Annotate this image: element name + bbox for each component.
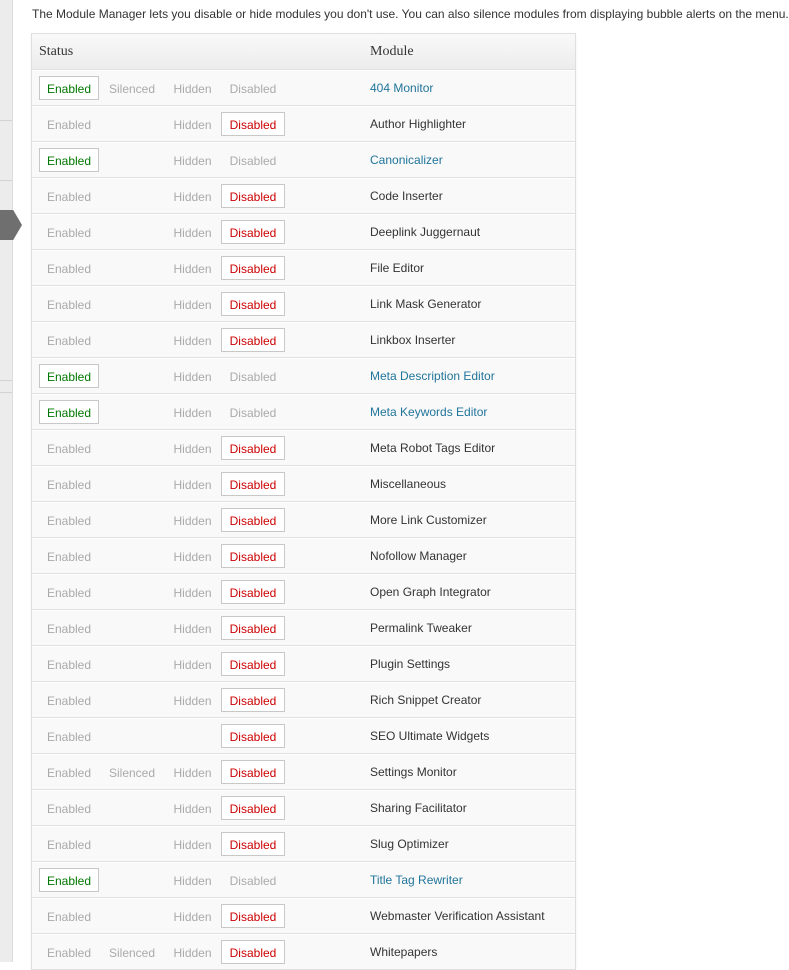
table-body (32, 70, 575, 969)
hidden-option[interactable]: Hidden (173, 370, 212, 384)
hidden-option[interactable]: Hidden (173, 514, 212, 528)
sidebar-divider (0, 120, 12, 121)
module-name: SEO Ultimate Widgets (370, 729, 490, 743)
hidden-option[interactable]: Hidden (173, 946, 212, 960)
disabled-option[interactable]: Disabled (229, 874, 277, 888)
table-row (32, 358, 575, 394)
module-column-header: Module (370, 44, 414, 59)
module-name: Settings Monitor (370, 765, 457, 779)
disabled-option[interactable]: Disabled (221, 112, 285, 136)
module-name: Deeplink Juggernaut (370, 225, 481, 239)
disabled-option[interactable]: Disabled (229, 154, 277, 168)
sidebar-divider (0, 180, 12, 181)
table-row (32, 754, 575, 790)
enabled-option[interactable]: Enabled (46, 622, 92, 636)
disabled-option[interactable]: Disabled (221, 472, 285, 496)
module-link[interactable]: 404 Monitor (370, 81, 434, 95)
table-row (32, 106, 575, 142)
hidden-option[interactable]: Hidden (173, 802, 212, 816)
hidden-option[interactable]: Hidden (173, 838, 212, 852)
module-name: Open Graph Integrator (370, 585, 491, 599)
enabled-option[interactable]: Enabled (46, 802, 92, 816)
hidden-option[interactable]: Hidden (173, 262, 212, 276)
disabled-option[interactable]: Disabled (229, 82, 277, 96)
disabled-option[interactable]: Disabled (221, 328, 285, 352)
hidden-option[interactable]: Hidden (173, 442, 212, 456)
enabled-option[interactable]: Enabled (46, 910, 92, 924)
table-row (32, 250, 575, 286)
silenced-option[interactable]: Silenced (108, 766, 156, 780)
enabled-option[interactable]: Enabled (46, 262, 92, 276)
enabled-option[interactable]: Enabled (46, 190, 92, 204)
table-row (32, 394, 575, 430)
status-column-header: Status (39, 44, 74, 59)
enabled-option[interactable]: Enabled (46, 334, 92, 348)
enabled-option[interactable]: Enabled (46, 514, 92, 528)
module-name: Plugin Settings (370, 657, 451, 671)
disabled-option[interactable]: Disabled (221, 904, 285, 928)
enabled-option[interactable]: Enabled (46, 118, 92, 132)
table-row (32, 430, 575, 466)
enabled-option[interactable]: Enabled (46, 658, 92, 672)
hidden-option[interactable]: Hidden (173, 658, 212, 672)
enabled-option[interactable]: Enabled (46, 946, 92, 960)
enabled-option[interactable]: Enabled (46, 838, 92, 852)
enabled-option[interactable]: Enabled (39, 148, 99, 172)
module-name: Meta Robot Tags Editor (370, 441, 496, 455)
hidden-option[interactable]: Hidden (173, 874, 212, 888)
disabled-option[interactable]: Disabled (221, 616, 285, 640)
intro-text: The Module Manager lets you disable or hide modules you don't use. You can also silence modules from displaying bubble alerts on the menu. (32, 7, 789, 21)
table-row (32, 862, 575, 898)
table-row (32, 142, 575, 178)
module-name: Linkbox Inserter (370, 333, 456, 347)
table-row (32, 826, 575, 862)
enabled-option[interactable]: Enabled (46, 730, 92, 744)
enabled-option[interactable]: Enabled (39, 400, 99, 424)
table-row (32, 70, 575, 106)
enabled-option[interactable]: Enabled (46, 478, 92, 492)
hidden-option[interactable]: Hidden (173, 298, 212, 312)
silenced-option[interactable]: Silenced (108, 82, 156, 96)
table-row (32, 898, 575, 934)
enabled-option[interactable]: Enabled (46, 550, 92, 564)
sidebar-divider (0, 392, 12, 393)
table-row (32, 934, 575, 969)
table-row (32, 790, 575, 826)
disabled-option[interactable]: Disabled (221, 184, 285, 208)
hidden-option[interactable]: Hidden (173, 406, 212, 420)
hidden-option[interactable]: Hidden (173, 478, 212, 492)
current-menu-arrow-icon (0, 210, 22, 240)
table-row (32, 538, 575, 574)
hidden-option[interactable]: Hidden (173, 82, 212, 96)
table-row (32, 286, 575, 322)
table-row (32, 178, 575, 214)
enabled-option[interactable]: Enabled (46, 298, 92, 312)
hidden-option[interactable]: Hidden (173, 226, 212, 240)
table-header (32, 34, 575, 70)
table-row (32, 682, 575, 718)
disabled-option[interactable]: Disabled (221, 436, 285, 460)
table-row (32, 502, 575, 538)
module-name: Whitepapers (370, 945, 438, 959)
hidden-option[interactable]: Hidden (173, 550, 212, 564)
enabled-option[interactable]: Enabled (39, 364, 99, 388)
enabled-option[interactable]: Enabled (46, 694, 92, 708)
module-link[interactable]: Meta Description Editor (370, 369, 495, 383)
hidden-option[interactable]: Hidden (173, 154, 212, 168)
disabled-option[interactable]: Disabled (221, 508, 285, 532)
module-name: Slug Optimizer (370, 837, 449, 851)
silenced-option[interactable]: Silenced (108, 946, 156, 960)
sidebar-divider (0, 380, 12, 381)
module-link[interactable]: Canonicalizer (370, 153, 443, 167)
hidden-option[interactable]: Hidden (173, 910, 212, 924)
admin-sidebar-edge (0, 0, 13, 962)
disabled-option[interactable]: Disabled (221, 724, 285, 748)
module-name: More Link Customizer (370, 513, 487, 527)
hidden-option[interactable]: Hidden (173, 118, 212, 132)
disabled-option[interactable]: Disabled (229, 370, 277, 384)
table-row (32, 610, 575, 646)
module-manager-table (31, 33, 576, 970)
table-row (32, 574, 575, 610)
disabled-option[interactable]: Disabled (221, 940, 285, 964)
disabled-option[interactable]: Disabled (229, 406, 277, 420)
module-name: File Editor (370, 261, 425, 275)
table-row (32, 322, 575, 358)
hidden-option[interactable]: Hidden (173, 586, 212, 600)
disabled-option[interactable]: Disabled (221, 292, 285, 316)
enabled-option[interactable]: Enabled (39, 868, 99, 892)
table-row (32, 214, 575, 250)
module-name: Nofollow Manager (370, 549, 467, 563)
module-name: Author Highlighter (370, 117, 467, 131)
enabled-option[interactable]: Enabled (46, 766, 92, 780)
module-name: Sharing Facilitator (370, 801, 467, 815)
module-link[interactable]: Title Tag Rewriter (370, 873, 463, 887)
hidden-option[interactable]: Hidden (173, 190, 212, 204)
hidden-option[interactable]: Hidden (173, 622, 212, 636)
disabled-option[interactable]: Disabled (221, 256, 285, 280)
disabled-option[interactable]: Disabled (221, 652, 285, 676)
enabled-option[interactable]: Enabled (39, 76, 99, 100)
disabled-option[interactable]: Disabled (221, 220, 285, 244)
module-name: Miscellaneous (370, 477, 447, 491)
disabled-option[interactable]: Disabled (221, 544, 285, 568)
module-name: Link Mask Generator (370, 297, 482, 311)
disabled-option[interactable]: Disabled (221, 688, 285, 712)
table-row (32, 718, 575, 754)
hidden-option[interactable]: Hidden (173, 694, 212, 708)
module-name: Webmaster Verification Assistant (370, 909, 545, 923)
enabled-option[interactable]: Enabled (46, 226, 92, 240)
module-name: Permalink Tweaker (370, 621, 472, 635)
enabled-option[interactable]: Enabled (46, 442, 92, 456)
module-name: Code Inserter (370, 189, 443, 203)
disabled-option[interactable]: Disabled (221, 796, 285, 820)
disabled-option[interactable]: Disabled (221, 760, 285, 784)
table-row (32, 466, 575, 502)
disabled-option[interactable]: Disabled (221, 832, 285, 856)
enabled-option[interactable]: Enabled (46, 586, 92, 600)
module-name: Rich Snippet Creator (370, 693, 482, 707)
table-row (32, 646, 575, 682)
hidden-option[interactable]: Hidden (173, 766, 212, 780)
hidden-option[interactable]: Hidden (173, 334, 212, 348)
disabled-option[interactable]: Disabled (221, 580, 285, 604)
module-link[interactable]: Meta Keywords Editor (370, 405, 488, 419)
